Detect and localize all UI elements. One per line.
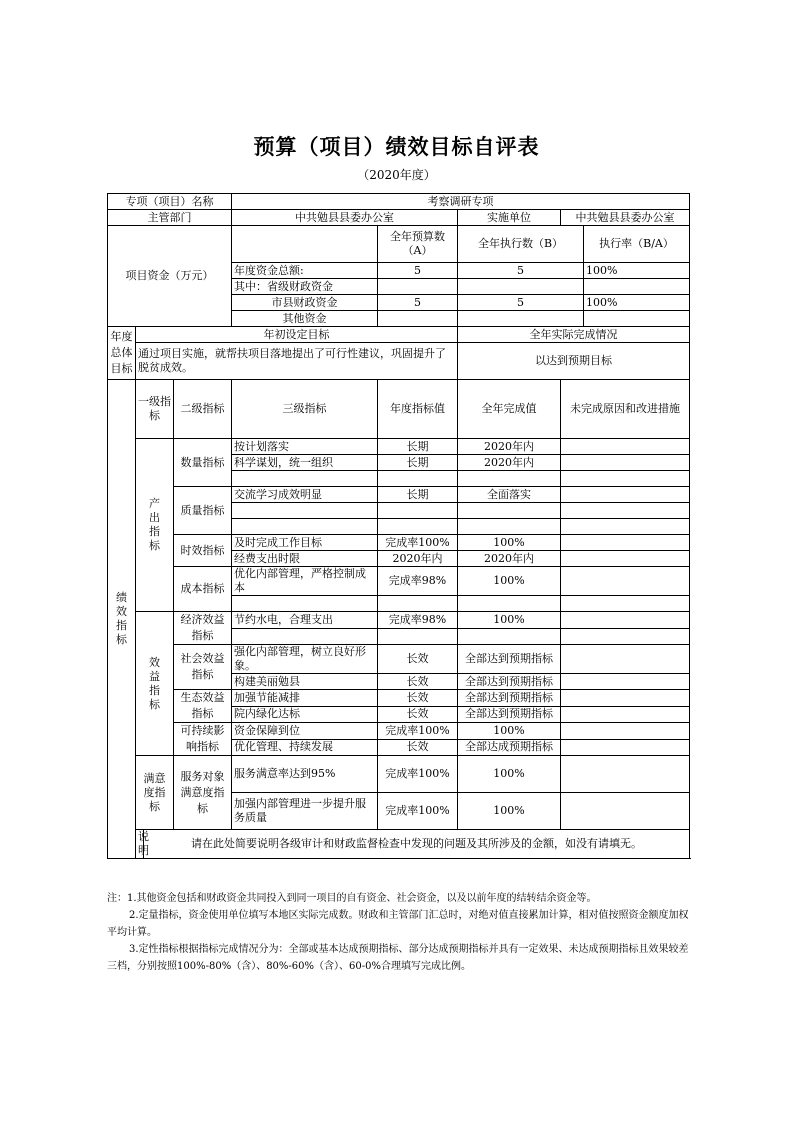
target-1: 长期 [378, 439, 458, 455]
target-16: 长效 [378, 739, 458, 756]
service-indicator: 服务对象满意度指标 [174, 756, 232, 830]
dept-value: 中共勉县县委办公室 [232, 210, 458, 226]
cost-indicator: 成本指标 [174, 567, 232, 612]
l3-16: 优化管理、持续发展 [232, 739, 378, 756]
done-10: 100% [458, 612, 561, 629]
l3-11: 强化内部管理，树立良好形象。 [232, 645, 378, 674]
target-9: 完成率98% [378, 567, 458, 596]
l3-4: 交流学习成效明显 [232, 487, 378, 503]
l3-17: 服务满意率达到95% [232, 756, 378, 793]
sustainable-indicator: 可持续影响指标 [174, 723, 232, 756]
done-17: 100% [458, 756, 561, 793]
l3-1: 按计划落实 [232, 439, 378, 455]
target-10: 完成率98% [378, 612, 458, 629]
target-12: 长效 [378, 674, 458, 690]
done-11: 全部达到预期指标 [458, 645, 561, 674]
ecological-indicator: 生态效益指标 [174, 690, 232, 723]
initial-goal-header: 年初设定目标 [136, 327, 458, 343]
l3-9: 优化内部管理，严格控制成本 [232, 567, 378, 596]
county-rate: 100% [584, 295, 690, 311]
total-budget: 5 [378, 263, 458, 279]
project-name-value: 考察调研专项 [232, 194, 690, 210]
annual-budget-header: 全年预算数（A） [378, 226, 458, 263]
notes-label: 说明 [136, 830, 144, 859]
dept-label: 主管部门 [108, 210, 232, 226]
target-8: 2020年内 [378, 551, 458, 567]
done-13: 全部达到预期指标 [458, 690, 561, 707]
total-funds-label: 年度资金总额: [232, 263, 378, 279]
quality-indicator: 质量指标 [174, 487, 232, 535]
target-14: 长效 [378, 706, 458, 723]
target-7: 完成率100% [378, 535, 458, 551]
county-budget: 5 [378, 295, 458, 311]
l3-2: 科学谋划，统一组织 [232, 455, 378, 471]
satisfaction-indicator-label: 满意度指标 [136, 756, 174, 830]
done-9: 100% [458, 567, 561, 596]
target-18: 完成率100% [378, 793, 458, 830]
timeliness-indicator: 时效指标 [174, 535, 232, 567]
exec-rate-header: 执行率（B/A） [584, 226, 690, 263]
footnote-3: 3.定性指标根据指标完成情况分为：全部或基本达成预期指标、部分达成预期指标并具有一定效果、未达成预期指标且效果较差三档，分别按照100%-80%（含）、80%-60%（含）、60-0%合理填写完成比例。 [107, 944, 689, 972]
footnote-2: 2.定量指标，资金使用单位填写本地区实际完成数。财政和主管部门汇总时，对绝对值直接累加计算，相对值按照资金额度加权平均计算。 [107, 910, 689, 938]
other-funds-label: 其他资金 [232, 311, 378, 327]
county-exec: 5 [458, 295, 584, 311]
effect-indicator-label: 效益指标 [136, 612, 174, 756]
target-2: 长期 [378, 455, 458, 471]
l3-8: 经费支出时限 [232, 551, 378, 567]
done-15: 100% [458, 723, 561, 740]
done-12: 全部达到预期指标 [458, 674, 561, 690]
level1-header: 一级指标 [136, 380, 174, 439]
l3-14: 院内绿化达标 [232, 706, 378, 723]
impl-unit-label: 实施单位 [458, 210, 561, 226]
footnotes [107, 890, 689, 975]
project-name-label: 专项（项目）名称 [108, 194, 232, 210]
social-indicator: 社会效益指标 [174, 645, 232, 690]
l3-15: 资金保障到位 [232, 723, 378, 740]
output-indicator-label: 产出指标 [136, 439, 174, 612]
impl-unit-value: 中共勉县县委办公室 [561, 210, 690, 226]
done-7: 100% [458, 535, 561, 551]
l3-13: 加强节能减排 [232, 690, 378, 707]
county-funds-label: 市县财政资金 [232, 295, 378, 311]
target-15: 完成率100% [378, 723, 458, 740]
annual-done-header: 全年完成值 [458, 380, 561, 439]
annual-target-header: 年度指标值 [378, 380, 458, 439]
level2-header: 二级指标 [174, 380, 232, 439]
done-18: 100% [458, 793, 561, 830]
target-11: 长效 [378, 645, 458, 674]
goal-result: 以达到预期目标 [458, 343, 690, 380]
target-4: 长期 [378, 487, 458, 503]
overall-goal-label: 年度总体目标 [108, 327, 136, 380]
l3-7: 及时完成工作目标 [232, 535, 378, 551]
footnote-1: 注：1.其他资金包括和财政资金共同投入到同一项目的自有资金、社会资金，以及以前年度的结转结余资金等。 [107, 893, 597, 904]
target-13: 长效 [378, 690, 458, 707]
provincial-funds-label: 其中：省级财政资金 [232, 279, 378, 295]
total-rate: 100% [584, 263, 690, 279]
done-16: 全部达成预期指标 [458, 739, 561, 756]
done-14: 全部达到预期指标 [458, 706, 561, 723]
year-subtitle: （2020年度） [357, 168, 436, 182]
perf-indicator-label: 绩效指标 [108, 380, 136, 859]
goal-text: 通过项目实施，就帮扶项目落地提出了可行性建议，巩固提升了脱贫成效。 [136, 343, 458, 380]
target-17: 完成率100% [378, 756, 458, 793]
l3-18: 加强内部管理进一步提升服务质量 [232, 793, 378, 830]
funds-label: 项目资金（万元） [108, 226, 232, 327]
actual-completion-header: 全年实际完成情况 [458, 327, 690, 343]
notes-text: 请在此处简要说明各级审计和财政监督检查中发现的问题及其所涉及的金额，如没有请填无。 [144, 830, 690, 859]
done-4: 全面落实 [458, 487, 561, 503]
done-2: 2020年内 [458, 455, 561, 471]
quantity-indicator: 数量指标 [174, 439, 232, 487]
l3-10: 节约水电，合理支出 [232, 612, 378, 629]
l3-12: 构建美丽勉县 [232, 674, 378, 690]
level3-header: 三级指标 [232, 380, 378, 439]
economic-indicator: 经济效益指标 [174, 612, 232, 645]
page-title: 预算（项目）绩效目标自评表 [253, 134, 540, 159]
self-evaluation-table [107, 193, 690, 859]
total-exec: 5 [458, 263, 584, 279]
done-1: 2020年内 [458, 439, 561, 455]
reason-header: 未完成原因和改进措施 [561, 380, 690, 439]
done-8: 2020年内 [458, 551, 561, 567]
annual-exec-header: 全年执行数（B） [458, 226, 584, 263]
